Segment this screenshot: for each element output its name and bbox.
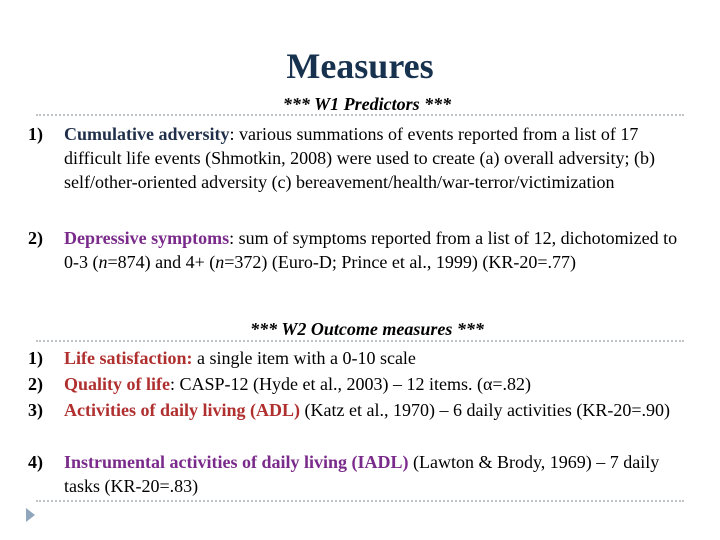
- item-number: 1): [28, 124, 43, 144]
- w1-item-cumulative-adversity: [28, 122, 688, 194]
- n-symbol: n: [215, 252, 225, 272]
- term-cumulative-adversity: Cumulative adversity: [64, 124, 230, 144]
- item-number: 1): [28, 348, 43, 368]
- term-life-satisfaction: Life satisfaction:: [64, 348, 193, 368]
- w2-heading: *** W2 Outcome measures ***: [250, 319, 484, 339]
- item-description: : CASP-12 (Hyde et al., 2003) – 12 items. (α=.82): [170, 374, 532, 394]
- divider-bottom: [36, 500, 684, 502]
- item-number: 3): [28, 400, 43, 420]
- triangle-arrow-icon: [26, 508, 35, 522]
- item-description: (Lawton & Brody, 1969) – 7 daily tasks (KR-20=.83): [64, 452, 660, 496]
- item-description-b: =874) and 4+ (: [107, 252, 216, 272]
- w2-item-quality-of-life: [28, 372, 688, 396]
- w2-item-life-satisfaction: [28, 346, 688, 370]
- item-number: 4): [28, 452, 43, 472]
- term-iadl: Instrumental activities of daily living (IADL): [64, 452, 409, 472]
- w1-item-depressive-symptoms: [28, 226, 688, 274]
- term-adl: Activities of daily living (ADL): [64, 400, 300, 420]
- n-symbol: n: [98, 252, 108, 272]
- term-quality-of-life: Quality of life: [64, 374, 170, 394]
- page-title: Measures: [286, 46, 434, 86]
- item-description: (Katz et al., 1970) – 6 daily activities (KR-20=.90): [300, 400, 671, 420]
- term-depressive-symptoms: Depressive symptoms: [64, 228, 230, 248]
- item-description: : various summations of events reported from a list of 17 difficult life events (Shmotkin, 2008) were used to create (a) overall adversity; (b) self/other-oriented adversity (c) bereavement/health/war-terror/victimization: [64, 124, 655, 192]
- divider-middle: [36, 340, 684, 342]
- item-description-a: : sum of symptoms reported from a list of 12, dichotomized to 0-3 (: [64, 228, 678, 272]
- item-description: a single item with a 0-10 scale: [192, 348, 416, 368]
- item-number: 2): [28, 374, 43, 394]
- w2-item-iadl: [28, 450, 688, 498]
- w2-item-adl: [28, 398, 688, 422]
- item-number: 2): [28, 228, 43, 248]
- w1-heading: *** W1 Predictors ***: [282, 94, 452, 114]
- item-description-c: =372) (Euro-D; Prince et al., 1999) (KR-20=.77): [224, 252, 577, 272]
